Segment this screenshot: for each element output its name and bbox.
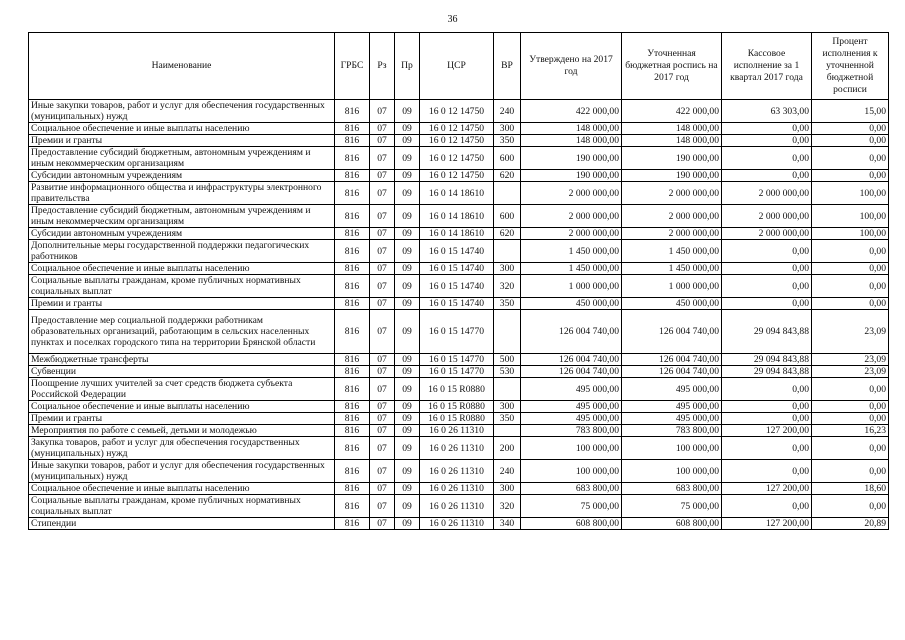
cell-rz: 07 xyxy=(370,401,395,413)
cell-percent: 0,00 xyxy=(812,170,889,182)
cell-csr: 16 0 12 14750 xyxy=(420,123,494,135)
cell-pr: 09 xyxy=(395,413,420,425)
cell-grbs: 816 xyxy=(335,366,370,378)
cell-csr: 16 0 15 14770 xyxy=(420,354,494,366)
table-row xyxy=(29,354,889,366)
table-row xyxy=(29,310,889,354)
cell-pr: 09 xyxy=(395,228,420,240)
header-csr: ЦСР xyxy=(420,33,494,100)
table-row xyxy=(29,205,889,228)
table-row xyxy=(29,240,889,263)
cell-pr: 09 xyxy=(395,366,420,378)
cell-revised: 190 000,00 xyxy=(622,170,722,182)
table-row xyxy=(29,298,889,310)
cell-percent: 0,00 xyxy=(812,275,889,298)
cell-name: Иные закупки товаров, работ и услуг для обеспечения государственных (муниципальных) нужд xyxy=(29,100,335,123)
cell-approved: 126 004 740,00 xyxy=(521,354,622,366)
cell-revised: 148 000,00 xyxy=(622,123,722,135)
table-header-row xyxy=(29,33,889,100)
cell-revised: 75 000,00 xyxy=(622,495,722,518)
cell-cash: 0,00 xyxy=(722,275,812,298)
cell-vr: 300 xyxy=(494,123,521,135)
cell-grbs: 816 xyxy=(335,228,370,240)
cell-approved: 148 000,00 xyxy=(521,135,622,147)
cell-csr: 16 0 12 14750 xyxy=(420,147,494,170)
header-percent: Процент исполнения к уточненной бюджетной росписи xyxy=(812,33,889,100)
cell-percent: 16,23 xyxy=(812,425,889,437)
cell-cash: 2 000 000,00 xyxy=(722,228,812,240)
cell-rz: 07 xyxy=(370,437,395,460)
table-row xyxy=(29,366,889,378)
cell-cash: 0,00 xyxy=(722,123,812,135)
cell-approved: 190 000,00 xyxy=(521,147,622,170)
cell-cash: 29 094 843,88 xyxy=(722,310,812,354)
cell-rz: 07 xyxy=(370,310,395,354)
cell-approved: 495 000,00 xyxy=(521,413,622,425)
header-name: Наименование xyxy=(29,33,335,100)
cell-name: Социальное обеспечение и иные выплаты населению xyxy=(29,263,335,275)
cell-grbs: 816 xyxy=(335,275,370,298)
table-row xyxy=(29,170,889,182)
cell-grbs: 816 xyxy=(335,378,370,401)
header-vr: ВР xyxy=(494,33,521,100)
cell-vr: 340 xyxy=(494,518,521,530)
cell-csr: 16 0 15 14770 xyxy=(420,366,494,378)
cell-cash: 0,00 xyxy=(722,147,812,170)
cell-percent: 0,00 xyxy=(812,401,889,413)
cell-percent: 0,00 xyxy=(812,147,889,170)
cell-percent: 0,00 xyxy=(812,437,889,460)
cell-vr: 620 xyxy=(494,170,521,182)
cell-vr: 600 xyxy=(494,147,521,170)
cell-csr: 16 0 15 R0880 xyxy=(420,413,494,425)
table-row xyxy=(29,147,889,170)
cell-csr: 16 0 15 R0880 xyxy=(420,401,494,413)
cell-pr: 09 xyxy=(395,298,420,310)
cell-vr: 620 xyxy=(494,228,521,240)
table-row xyxy=(29,135,889,147)
cell-vr xyxy=(494,240,521,263)
cell-csr: 16 0 15 R0880 xyxy=(420,378,494,401)
cell-grbs: 816 xyxy=(335,123,370,135)
cell-rz: 07 xyxy=(370,100,395,123)
cell-approved: 450 000,00 xyxy=(521,298,622,310)
cell-grbs: 816 xyxy=(335,100,370,123)
cell-percent: 23,09 xyxy=(812,354,889,366)
cell-name: Субвенции xyxy=(29,366,335,378)
cell-rz: 07 xyxy=(370,170,395,182)
cell-name: Социальные выплаты гражданам, кроме публичных нормативных социальных выплат xyxy=(29,275,335,298)
cell-rz: 07 xyxy=(370,378,395,401)
cell-revised: 126 004 740,00 xyxy=(622,366,722,378)
cell-revised: 190 000,00 xyxy=(622,147,722,170)
cell-name: Социальное обеспечение и иные выплаты населению xyxy=(29,483,335,495)
cell-grbs: 816 xyxy=(335,240,370,263)
cell-percent: 15,00 xyxy=(812,100,889,123)
cell-cash: 127 200,00 xyxy=(722,518,812,530)
cell-pr: 09 xyxy=(395,460,420,483)
cell-vr: 300 xyxy=(494,401,521,413)
cell-grbs: 816 xyxy=(335,495,370,518)
cell-name: Стипендии xyxy=(29,518,335,530)
cell-approved: 100 000,00 xyxy=(521,437,622,460)
cell-revised: 2 000 000,00 xyxy=(622,205,722,228)
cell-name: Предоставление субсидий бюджетным, автономным учреждениям и иным некоммерческим организациям xyxy=(29,205,335,228)
cell-percent: 20,89 xyxy=(812,518,889,530)
cell-percent: 0,00 xyxy=(812,298,889,310)
cell-pr: 09 xyxy=(395,170,420,182)
cell-pr: 09 xyxy=(395,240,420,263)
cell-percent: 100,00 xyxy=(812,205,889,228)
cell-percent: 100,00 xyxy=(812,228,889,240)
cell-name: Социальное обеспечение и иные выплаты населению xyxy=(29,401,335,413)
cell-csr: 16 0 12 14750 xyxy=(420,100,494,123)
cell-revised: 1 450 000,00 xyxy=(622,263,722,275)
table-row xyxy=(29,123,889,135)
cell-grbs: 816 xyxy=(335,483,370,495)
cell-csr: 16 0 26 11310 xyxy=(420,495,494,518)
cell-revised: 148 000,00 xyxy=(622,135,722,147)
cell-csr: 16 0 15 14740 xyxy=(420,240,494,263)
cell-grbs: 816 xyxy=(335,263,370,275)
cell-rz: 07 xyxy=(370,240,395,263)
cell-revised: 126 004 740,00 xyxy=(622,354,722,366)
cell-rz: 07 xyxy=(370,263,395,275)
cell-grbs: 816 xyxy=(335,298,370,310)
cell-csr: 16 0 26 11310 xyxy=(420,518,494,530)
cell-percent: 100,00 xyxy=(812,182,889,205)
table-row xyxy=(29,518,889,530)
table-row xyxy=(29,437,889,460)
cell-csr: 16 0 14 18610 xyxy=(420,182,494,205)
cell-rz: 07 xyxy=(370,495,395,518)
cell-vr: 240 xyxy=(494,100,521,123)
cell-grbs: 816 xyxy=(335,135,370,147)
table-body xyxy=(29,100,889,530)
cell-cash: 0,00 xyxy=(722,460,812,483)
cell-pr: 09 xyxy=(395,135,420,147)
cell-rz: 07 xyxy=(370,460,395,483)
cell-percent: 23,09 xyxy=(812,310,889,354)
cell-percent: 0,00 xyxy=(812,378,889,401)
cell-pr: 09 xyxy=(395,100,420,123)
cell-rz: 07 xyxy=(370,483,395,495)
cell-grbs: 816 xyxy=(335,413,370,425)
cell-grbs: 816 xyxy=(335,310,370,354)
cell-approved: 683 800,00 xyxy=(521,483,622,495)
cell-rz: 07 xyxy=(370,205,395,228)
cell-vr: 500 xyxy=(494,354,521,366)
cell-csr: 16 0 12 14750 xyxy=(420,170,494,182)
cell-pr: 09 xyxy=(395,205,420,228)
cell-grbs: 816 xyxy=(335,401,370,413)
cell-vr: 240 xyxy=(494,460,521,483)
cell-cash: 0,00 xyxy=(722,378,812,401)
cell-name: Премии и гранты xyxy=(29,135,335,147)
cell-approved: 1 000 000,00 xyxy=(521,275,622,298)
cell-csr: 16 0 26 11310 xyxy=(420,460,494,483)
cell-pr: 09 xyxy=(395,401,420,413)
cell-name: Межбюджетные трансферты xyxy=(29,354,335,366)
header-cash: Кассовое исполнение за 1 квартал 2017 года xyxy=(722,33,812,100)
cell-approved: 190 000,00 xyxy=(521,170,622,182)
cell-pr: 09 xyxy=(395,483,420,495)
cell-rz: 07 xyxy=(370,123,395,135)
cell-csr: 16 0 15 14740 xyxy=(420,263,494,275)
cell-csr: 16 0 26 11310 xyxy=(420,437,494,460)
table-row xyxy=(29,401,889,413)
header-pr: Пр xyxy=(395,33,420,100)
cell-pr: 09 xyxy=(395,182,420,205)
cell-grbs: 816 xyxy=(335,182,370,205)
cell-cash: 0,00 xyxy=(722,437,812,460)
cell-vr xyxy=(494,310,521,354)
table-row xyxy=(29,275,889,298)
cell-revised: 1 000 000,00 xyxy=(622,275,722,298)
cell-name: Развитие информационного общества и инфраструктуры электронного правительства xyxy=(29,182,335,205)
cell-revised: 783 800,00 xyxy=(622,425,722,437)
cell-vr: 200 xyxy=(494,437,521,460)
cell-vr: 350 xyxy=(494,413,521,425)
table-row xyxy=(29,378,889,401)
cell-rz: 07 xyxy=(370,413,395,425)
cell-cash: 63 303,00 xyxy=(722,100,812,123)
header-rz: Рз xyxy=(370,33,395,100)
table-row xyxy=(29,228,889,240)
cell-cash: 0,00 xyxy=(722,170,812,182)
cell-approved: 2 000 000,00 xyxy=(521,182,622,205)
cell-name: Субсидии автономным учреждениям xyxy=(29,228,335,240)
cell-revised: 450 000,00 xyxy=(622,298,722,310)
cell-csr: 16 0 15 14740 xyxy=(420,298,494,310)
cell-revised: 422 000,00 xyxy=(622,100,722,123)
cell-pr: 09 xyxy=(395,275,420,298)
cell-name: Социальные выплаты гражданам, кроме публичных нормативных социальных выплат xyxy=(29,495,335,518)
cell-csr: 16 0 26 11310 xyxy=(420,483,494,495)
cell-rz: 07 xyxy=(370,354,395,366)
cell-cash: 0,00 xyxy=(722,401,812,413)
cell-cash: 0,00 xyxy=(722,135,812,147)
cell-pr: 09 xyxy=(395,437,420,460)
table-row xyxy=(29,413,889,425)
cell-approved: 1 450 000,00 xyxy=(521,240,622,263)
cell-name: Социальное обеспечение и иные выплаты населению xyxy=(29,123,335,135)
cell-name: Предоставление субсидий бюджетным, автономным учреждениям и иным некоммерческим организациям xyxy=(29,147,335,170)
cell-name: Премии и гранты xyxy=(29,413,335,425)
cell-rz: 07 xyxy=(370,135,395,147)
cell-csr: 16 0 15 14740 xyxy=(420,275,494,298)
cell-pr: 09 xyxy=(395,518,420,530)
cell-revised: 608 800,00 xyxy=(622,518,722,530)
cell-approved: 1 450 000,00 xyxy=(521,263,622,275)
cell-cash: 29 094 843,88 xyxy=(722,366,812,378)
cell-cash: 2 000 000,00 xyxy=(722,182,812,205)
cell-rz: 07 xyxy=(370,275,395,298)
table-row xyxy=(29,460,889,483)
cell-percent: 0,00 xyxy=(812,240,889,263)
header-revised: Уточненная бюджетная роспись на 2017 год xyxy=(622,33,722,100)
cell-cash: 0,00 xyxy=(722,263,812,275)
cell-approved: 2 000 000,00 xyxy=(521,228,622,240)
cell-csr: 16 0 12 14750 xyxy=(420,135,494,147)
cell-cash: 0,00 xyxy=(722,240,812,263)
cell-pr: 09 xyxy=(395,425,420,437)
cell-approved: 126 004 740,00 xyxy=(521,310,622,354)
cell-percent: 18,60 xyxy=(812,483,889,495)
cell-revised: 1 450 000,00 xyxy=(622,240,722,263)
cell-name: Мероприятия по работе с семьей, детьми и молодежью xyxy=(29,425,335,437)
cell-rz: 07 xyxy=(370,366,395,378)
cell-csr: 16 0 14 18610 xyxy=(420,228,494,240)
cell-percent: 0,00 xyxy=(812,263,889,275)
cell-vr: 300 xyxy=(494,263,521,275)
cell-grbs: 816 xyxy=(335,460,370,483)
cell-name: Иные закупки товаров, работ и услуг для обеспечения государственных (муниципальных) нужд xyxy=(29,460,335,483)
table-row xyxy=(29,100,889,123)
cell-grbs: 816 xyxy=(335,147,370,170)
cell-approved: 608 800,00 xyxy=(521,518,622,530)
cell-pr: 09 xyxy=(395,354,420,366)
cell-percent: 0,00 xyxy=(812,413,889,425)
cell-vr: 350 xyxy=(494,298,521,310)
cell-revised: 100 000,00 xyxy=(622,460,722,483)
cell-csr: 16 0 26 11310 xyxy=(420,425,494,437)
cell-vr: 530 xyxy=(494,366,521,378)
cell-approved: 422 000,00 xyxy=(521,100,622,123)
cell-revised: 100 000,00 xyxy=(622,437,722,460)
cell-rz: 07 xyxy=(370,147,395,170)
table-row xyxy=(29,425,889,437)
table-row xyxy=(29,182,889,205)
cell-revised: 683 800,00 xyxy=(622,483,722,495)
cell-rz: 07 xyxy=(370,228,395,240)
cell-pr: 09 xyxy=(395,123,420,135)
cell-percent: 0,00 xyxy=(812,135,889,147)
cell-vr: 320 xyxy=(494,495,521,518)
cell-cash: 29 094 843,88 xyxy=(722,354,812,366)
cell-approved: 2 000 000,00 xyxy=(521,205,622,228)
table-row xyxy=(29,483,889,495)
cell-approved: 495 000,00 xyxy=(521,401,622,413)
cell-approved: 495 000,00 xyxy=(521,378,622,401)
cell-pr: 09 xyxy=(395,310,420,354)
cell-grbs: 816 xyxy=(335,518,370,530)
cell-cash: 127 200,00 xyxy=(722,425,812,437)
cell-cash: 0,00 xyxy=(722,495,812,518)
cell-grbs: 816 xyxy=(335,170,370,182)
cell-approved: 783 800,00 xyxy=(521,425,622,437)
cell-percent: 0,00 xyxy=(812,460,889,483)
cell-revised: 495 000,00 xyxy=(622,413,722,425)
cell-grbs: 816 xyxy=(335,437,370,460)
cell-grbs: 816 xyxy=(335,205,370,228)
budget-table xyxy=(28,32,889,530)
cell-pr: 09 xyxy=(395,147,420,170)
cell-approved: 148 000,00 xyxy=(521,123,622,135)
cell-name: Закупка товаров, работ и услуг для обеспечения государственных (муниципальных) нужд xyxy=(29,437,335,460)
table-row xyxy=(29,495,889,518)
cell-vr xyxy=(494,182,521,205)
cell-vr: 320 xyxy=(494,275,521,298)
cell-vr: 300 xyxy=(494,483,521,495)
cell-pr: 09 xyxy=(395,378,420,401)
cell-rz: 07 xyxy=(370,518,395,530)
cell-grbs: 816 xyxy=(335,354,370,366)
cell-rz: 07 xyxy=(370,182,395,205)
cell-name: Дополнительные меры государственной поддержки педагогических работников xyxy=(29,240,335,263)
page-number: 36 xyxy=(447,14,458,25)
cell-approved: 100 000,00 xyxy=(521,460,622,483)
cell-vr xyxy=(494,425,521,437)
cell-rz: 07 xyxy=(370,298,395,310)
cell-grbs: 816 xyxy=(335,425,370,437)
cell-approved: 75 000,00 xyxy=(521,495,622,518)
cell-name: Предоставление мер социальной поддержки работникам образовательных организаций, работающим в сельских населенных пунктах и поселках городского типа на территории Брянской области xyxy=(29,310,335,354)
header-grbs: ГРБС xyxy=(335,33,370,100)
table-row xyxy=(29,263,889,275)
cell-percent: 0,00 xyxy=(812,123,889,135)
cell-percent: 23,09 xyxy=(812,366,889,378)
cell-cash: 127 200,00 xyxy=(722,483,812,495)
cell-cash: 0,00 xyxy=(722,298,812,310)
cell-vr: 350 xyxy=(494,135,521,147)
cell-percent: 0,00 xyxy=(812,495,889,518)
cell-pr: 09 xyxy=(395,263,420,275)
cell-vr: 600 xyxy=(494,205,521,228)
cell-revised: 495 000,00 xyxy=(622,378,722,401)
cell-name: Премии и гранты xyxy=(29,298,335,310)
cell-revised: 2 000 000,00 xyxy=(622,182,722,205)
cell-vr xyxy=(494,378,521,401)
cell-rz: 07 xyxy=(370,425,395,437)
cell-csr: 16 0 14 18610 xyxy=(420,205,494,228)
cell-cash: 2 000 000,00 xyxy=(722,205,812,228)
cell-approved: 126 004 740,00 xyxy=(521,366,622,378)
cell-revised: 495 000,00 xyxy=(622,401,722,413)
cell-revised: 2 000 000,00 xyxy=(622,228,722,240)
cell-cash: 0,00 xyxy=(722,413,812,425)
cell-csr: 16 0 15 14770 xyxy=(420,310,494,354)
cell-name: Поощрение лучших учителей за счет средств бюджета субъекта Российской Федерации xyxy=(29,378,335,401)
cell-name: Субсидии автономным учреждениям xyxy=(29,170,335,182)
cell-pr: 09 xyxy=(395,495,420,518)
cell-revised: 126 004 740,00 xyxy=(622,310,722,354)
header-approved: Утверждено на 2017 год xyxy=(521,33,622,100)
